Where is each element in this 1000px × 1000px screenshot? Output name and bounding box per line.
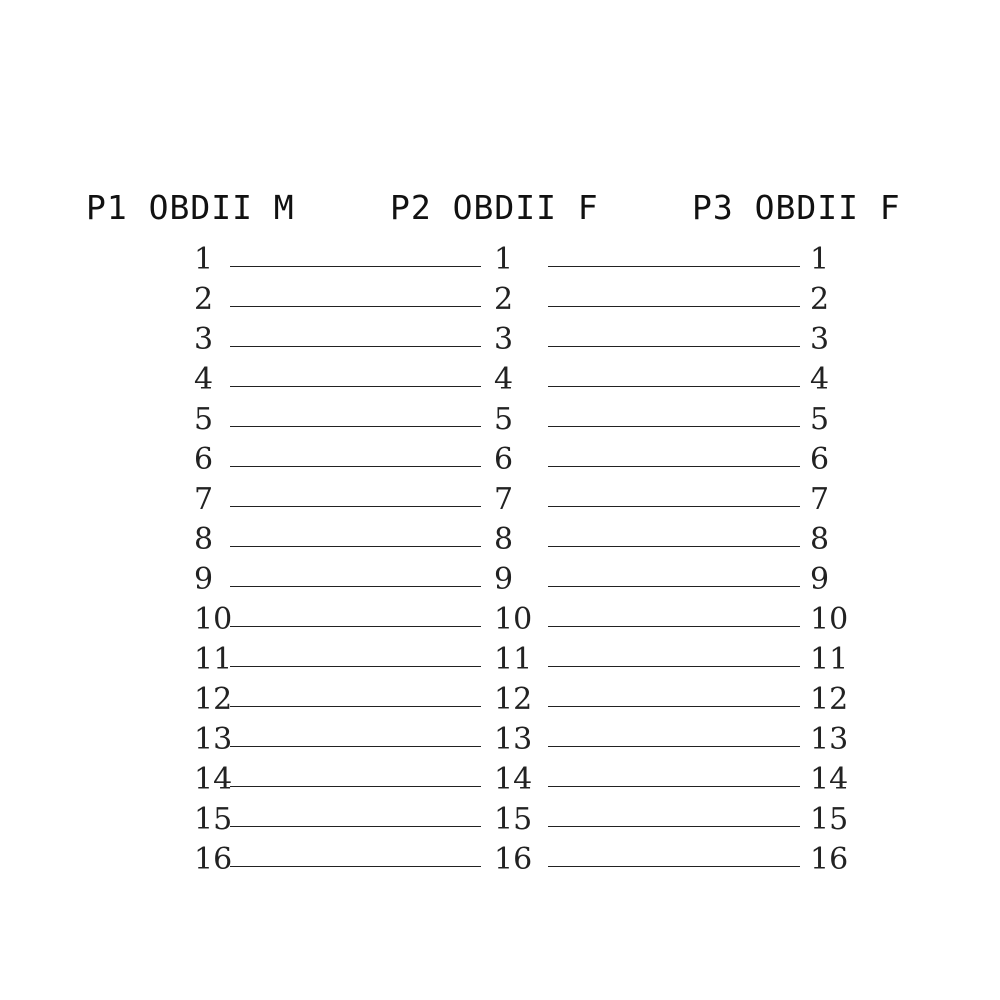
wire-p2-p3-pin-6 [548, 466, 800, 467]
pin-label-p1-9: 9 [194, 562, 214, 597]
pin-label-p2-9: 9 [494, 562, 514, 597]
wire-p1-p2-pin-8 [230, 546, 481, 547]
pin-label-p3-2: 2 [810, 282, 830, 317]
wire-p1-p2-pin-13 [230, 746, 481, 747]
wire-p1-p2-pin-6 [230, 466, 481, 467]
pin-label-p2-13: 13 [494, 722, 533, 757]
pin-label-p3-13: 13 [810, 722, 849, 757]
pin-label-p1-3: 3 [194, 322, 214, 357]
wire-p2-p3-pin-2 [548, 306, 800, 307]
pin-label-p1-2: 2 [194, 282, 214, 317]
wire-p1-p2-pin-9 [230, 586, 481, 587]
pin-label-p1-1: 1 [194, 242, 214, 277]
wire-p2-p3-pin-13 [548, 746, 800, 747]
wire-p2-p3-pin-4 [548, 386, 800, 387]
wire-p2-p3-pin-16 [548, 866, 800, 867]
pin-label-p1-5: 5 [194, 402, 214, 437]
pin-label-p3-9: 9 [810, 562, 830, 597]
pin-label-p3-15: 15 [810, 802, 849, 837]
wire-p2-p3-pin-15 [548, 826, 800, 827]
wire-p1-p2-pin-1 [230, 266, 481, 267]
pin-label-p2-1: 1 [494, 242, 514, 277]
wire-p2-p3-pin-5 [548, 426, 800, 427]
wire-p1-p2-pin-2 [230, 306, 481, 307]
pin-label-p1-13: 13 [194, 722, 233, 757]
wire-p2-p3-pin-7 [548, 506, 800, 507]
wire-p2-p3-pin-10 [548, 626, 800, 627]
wire-p1-p2-pin-16 [230, 866, 481, 867]
wire-p2-p3-pin-3 [548, 346, 800, 347]
pin-label-p1-16: 16 [194, 842, 233, 877]
pin-label-p3-10: 10 [810, 602, 849, 637]
pin-label-p3-5: 5 [810, 402, 830, 437]
wire-p2-p3-pin-11 [548, 666, 800, 667]
pin-label-p2-11: 11 [494, 642, 533, 677]
pin-label-p3-6: 6 [810, 442, 830, 477]
wire-p1-p2-pin-15 [230, 826, 481, 827]
pin-label-p3-8: 8 [810, 522, 830, 557]
connector-header-p1: P1 OBDII M [86, 188, 295, 227]
wire-p1-p2-pin-14 [230, 786, 481, 787]
wire-p2-p3-pin-12 [548, 706, 800, 707]
wire-p2-p3-pin-14 [548, 786, 800, 787]
pin-label-p1-6: 6 [194, 442, 214, 477]
connector-header-p2: P2 OBDII F [390, 188, 599, 227]
pin-label-p1-7: 7 [194, 482, 214, 517]
pin-label-p3-14: 14 [810, 762, 849, 797]
pin-label-p2-3: 3 [494, 322, 514, 357]
wire-p1-p2-pin-10 [230, 626, 481, 627]
pin-label-p2-6: 6 [494, 442, 514, 477]
pin-label-p2-4: 4 [494, 362, 514, 397]
pin-label-p3-16: 16 [810, 842, 849, 877]
pin-label-p2-7: 7 [494, 482, 514, 517]
pin-label-p2-14: 14 [494, 762, 533, 797]
pin-label-p2-16: 16 [494, 842, 533, 877]
wire-p1-p2-pin-7 [230, 506, 481, 507]
wire-p2-p3-pin-1 [548, 266, 800, 267]
pin-label-p1-15: 15 [194, 802, 233, 837]
wire-p1-p2-pin-11 [230, 666, 481, 667]
wire-p1-p2-pin-12 [230, 706, 481, 707]
pin-label-p1-10: 10 [194, 602, 233, 637]
wire-p1-p2-pin-3 [230, 346, 481, 347]
pin-label-p3-3: 3 [810, 322, 830, 357]
pin-label-p1-4: 4 [194, 362, 214, 397]
pin-label-p2-15: 15 [494, 802, 533, 837]
pin-label-p1-12: 12 [194, 682, 233, 717]
wire-p1-p2-pin-4 [230, 386, 481, 387]
pin-label-p3-12: 12 [810, 682, 849, 717]
connector-header-p3: P3 OBDII F [692, 188, 901, 227]
pin-label-p2-5: 5 [494, 402, 514, 437]
wire-p1-p2-pin-5 [230, 426, 481, 427]
pin-label-p2-10: 10 [494, 602, 533, 637]
pin-label-p2-8: 8 [494, 522, 514, 557]
pin-label-p1-11: 11 [194, 642, 233, 677]
pin-label-p3-11: 11 [810, 642, 849, 677]
pin-label-p2-12: 12 [494, 682, 533, 717]
wire-p2-p3-pin-9 [548, 586, 800, 587]
pin-label-p3-4: 4 [810, 362, 830, 397]
pin-label-p1-8: 8 [194, 522, 214, 557]
wire-p2-p3-pin-8 [548, 546, 800, 547]
pin-label-p2-2: 2 [494, 282, 514, 317]
pin-label-p3-1: 1 [810, 242, 830, 277]
pin-label-p1-14: 14 [194, 762, 233, 797]
pin-label-p3-7: 7 [810, 482, 830, 517]
